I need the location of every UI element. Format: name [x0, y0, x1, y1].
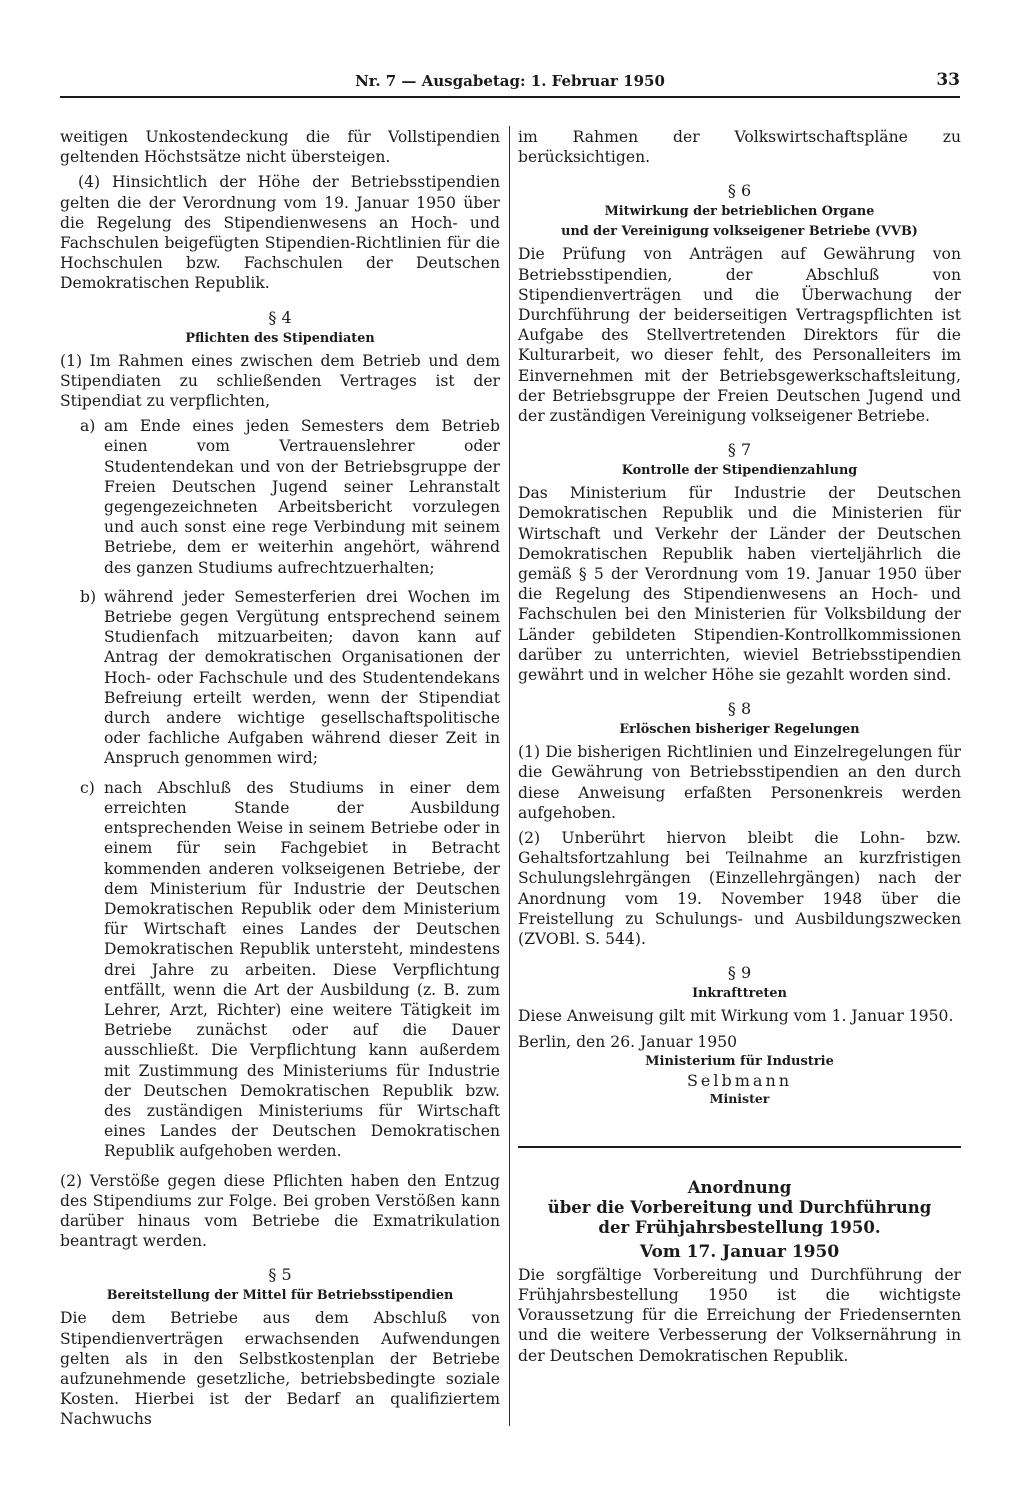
- signing-ministry: Ministerium für Industrie: [645, 1053, 834, 1069]
- section-8-sign: § 8: [727, 699, 752, 719]
- section-7-title: Kontrolle der Stipendienzahlung: [621, 463, 858, 479]
- list-item-label: c): [80, 778, 95, 797]
- list-item-label: b): [80, 587, 97, 606]
- ordinance-title-line-2: über die Vorbereitung und Durchführung: [547, 1197, 932, 1217]
- issue-line: Nr. 7 — Ausgabetag: 1. Februar 1950: [355, 72, 665, 90]
- section-9-sign: § 9: [727, 963, 752, 983]
- section-5-para-1: Die dem Betriebe aus dem Abschluß von Stipendienverträgen erwachsenden Aufwendungen gelten als in den Selbstkostenplan der Betriebe aufzunehmende gesetzliche, betriebsbedingte soziale Kosten. Hierbei ist der Bedarf an qualifiziertem Nachwuchs: [60, 1309, 500, 1429]
- ordinance-para-1: Die sorgfältige Vorbereitung und Durchführung der Frühjahrsbestellung 1950 ist die wichtigste Voraussetzung für die Erreichung der Friedensernten und die weitere Verbesserung der Volksernährung in der Deutschen Demokratischen Republik.: [518, 1265, 961, 1365]
- signatory-role: Minister: [709, 1090, 770, 1106]
- list-item-text: nach Abschluß des Studiums in einer dem erreichten Stande der Ausbildung entsprechenden Weise in seinem Betriebe oder in einem für sein Fachgebiet in Betracht kommenden anderen volkseigenen Betriebe, der dem Ministerium für Industrie der Deutschen Demokratischen Republik oder dem Ministerium für Wirtschaft eines Landes der Deutschen Demokratischen Republik untersteht, mindestens drei Jahre zu arbeiten. Diese Verpflichtung entfällt, wenn die Art der Ausbildung (z. B. zum Lehrer, Arzt, Richter) eine weitere Tätigkeit im Betriebe zunächst oder auf die Dauer ausschließt. Die Verpflichtung kann außerdem mit Zustimmung des Ministeriums für Industrie der Deutschen Demokratischen Republik bzw. des zuständigen Ministeriums für Wirtschaft eines Landes der Deutschen Demokratischen Republik aufgehoben werden.: [104, 778, 500, 1161]
- section-4-para-1: (1) Im Rahmen eines zwischen dem Betrieb und dem Stipendiaten zu schließenden Vertrages ist der Stipendiat zu verpflichten,: [60, 351, 500, 411]
- section-7-para-1: Das Ministerium für Industrie der Deutschen Demokratischen Republik und die Ministerien für Wirtschaft und Verkehr der Länder der Deutschen Demokratischen Republik haben vierteljährlich die gemäß § 5 der Verordnung vom 19. Januar 1950 über die Regelung des Stipendienwesens an Hoch- und Fachschulen bei den Ministerien für Volksbildung der Länder gebildeten Stipendien-Kontrollkommissionen darüber zu unterrichten, wieviel Betriebsstipendien gewährt und in welcher Höhe sie gezahlt worden sind.: [518, 484, 961, 685]
- section-9-para-1: Diese Anweisung gilt mit Wirkung vom 1. Januar 1950.: [518, 1007, 954, 1026]
- list-item-label: a): [80, 417, 96, 436]
- continued-paragraph: weitigen Unkostendeckung die für Vollstipendien geltenden Höchstsätze nicht übersteigen.: [60, 128, 500, 167]
- page-header: [60, 70, 960, 98]
- signatory-name: Selbmann: [686, 1070, 793, 1090]
- section-6-sign: § 6: [727, 181, 752, 201]
- list-item-text: am Ende eines jeden Semesters dem Betrieb einen vom Vertrauenslehrer oder Studentendekan und von der Betriebsgruppe der Freien Deutschen Jugend seiner Lehranstalt gegengezeichneten Arbeitsbericht vorzulegen und auch sonst eine rege Verbindung mit seinem Betriebe, dem er weiterhin angehört, während des ganzen Studiums aufrechtzuerhalten;: [104, 417, 500, 577]
- section-6-para-1: Die Prüfung von Anträgen auf Gewährung von Betriebsstipendien, der Abschluß von Stipendienverträgen und die Überwachung der Durchführung der beiderseitigen Vertragspflichten ist Aufgabe des Stellvertretenden Direktors für die Kulturarbeit, wo dieser fehlt, des Personalleiters im Einvernehmen mit der Betriebsgewerkschaftsleitung, der Betriebsgruppe der Freien Deutschen Jugend und der zuständigen Vereinigung volkseigener Betriebe.: [518, 245, 961, 426]
- section-4-para-2: (2) Verstöße gegen diese Pflichten haben den Entzug des Stipendiums zur Folge. Bei groben Verstößen kann darüber hinaus vom Betriebe die Exmatrikulation beantragt werden.: [60, 1171, 500, 1251]
- paragraph-4-4: (4) Hinsichtlich der Höhe der Betriebsstipendien gelten die der Verordnung vom 19. Januar 1950 über die Regelung des Stipendienwesens an Hoch- und Fachschulen beigefügten Stipendien-Richtlinien für die Hochschulen bzw. Fachschulen der Deutschen Demokratischen Republik.: [60, 173, 500, 293]
- section-8-title: Erlöschen bisheriger Regelungen: [619, 722, 860, 738]
- left-column: [60, 127, 500, 1435]
- section-4-sign: § 4: [268, 307, 292, 327]
- ordinance-title-line-1: Anordnung: [687, 1177, 792, 1197]
- list-item: [60, 587, 500, 769]
- place-and-date: Berlin, den 26. Januar 1950: [518, 1032, 738, 1051]
- section-5-title: Bereitstellung der Mittel für Betriebsstipendien: [106, 1288, 454, 1304]
- ordinance-date: Vom 17. Januar 1950: [639, 1241, 840, 1262]
- section-9-title: Inkrafttreten: [692, 986, 787, 1002]
- section-separator: [518, 1146, 961, 1148]
- section-8-para-1: (1) Die bisherigen Richtlinien und Einzelregelungen für die Gewährung von Betriebsstipendien an den durch diese Anweisung erfaßten Personenkreis werden aufgehoben.: [518, 743, 961, 822]
- list-item-text: während jeder Semesterferien drei Wochen im Betriebe gegen Vergütung entsprechend seinem Studienfach mitzuarbeiten; davon kann auf Antrag der demokratischen Organisationen der Hoch- oder Fachschule und des Studentendekans Befreiung erteilt werden, wenn der Stipendiat durch andere wichtige gesellschaftspolitische oder fachliche Aufgaben während dieser Zeit in Anspruch genommen wird;: [104, 587, 500, 768]
- page-number: 33: [936, 70, 960, 90]
- continued-paragraph: im Rahmen der Volkswirtschaftspläne zu berücksichtigen.: [518, 128, 961, 167]
- list-item: [60, 778, 500, 1162]
- section-5-sign: § 5: [268, 1265, 292, 1285]
- section-4-title: Pflichten des Stipendiaten: [185, 330, 375, 346]
- section-8-para-2: (2) Unberührt hiervon bleibt die Lohn- bzw. Gehaltsfortzahlung bei Teilnahme an kurzfristigen Schulungslehrgängen (Einzellehrgängen) nach der Anordnung vom 19. November 1948 über die Freistellung zu Schulungs- und Ausbildungszwecken (ZVOBl. S. 544).: [518, 829, 961, 949]
- list-item: [60, 416, 500, 578]
- section-7-sign: § 7: [727, 440, 752, 460]
- right-column: [518, 127, 961, 1371]
- section-6-title-line-2: und der Vereinigung volkseigener Betriebe (VVB): [561, 224, 918, 240]
- section-6-title-line-1: Mitwirkung der betrieblichen Organe: [604, 204, 875, 220]
- ordinance-title-line-3: der Frühjahrsbestellung 1950.: [598, 1217, 881, 1237]
- column-divider: [509, 126, 510, 1426]
